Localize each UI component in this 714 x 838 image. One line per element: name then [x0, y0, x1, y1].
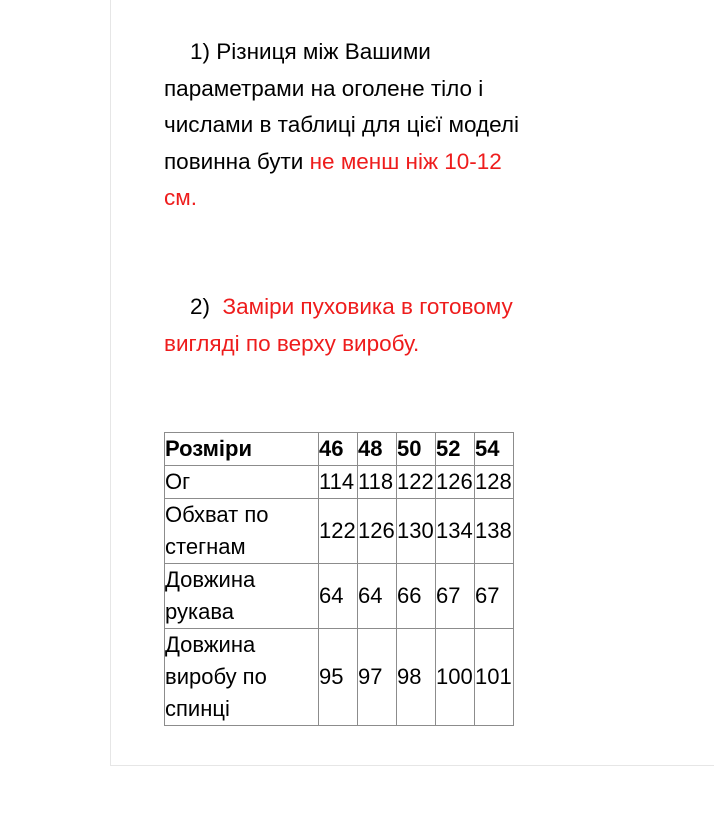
table-header-cell: 46 — [319, 433, 358, 466]
table-row — [165, 629, 514, 726]
table-header-cell: Розміри — [165, 433, 319, 466]
table-cell: 126 — [436, 466, 475, 499]
row-label: Довжина рукава — [165, 564, 319, 629]
table-row — [165, 499, 514, 564]
table-cell: 67 — [475, 564, 514, 629]
measurement-note — [164, 289, 524, 362]
table-row — [165, 466, 514, 499]
table-cell: 134 — [436, 499, 475, 564]
table-header-cell: 50 — [397, 433, 436, 466]
table-cell: 64 — [358, 564, 397, 629]
table-header-row — [165, 433, 514, 466]
table-cell: 67 — [436, 564, 475, 629]
row-label: Довжина виробу по спинці — [165, 629, 319, 726]
table-cell: 118 — [358, 466, 397, 499]
table-cell: 64 — [319, 564, 358, 629]
table-cell: 126 — [358, 499, 397, 564]
table-header-cell: 48 — [358, 433, 397, 466]
table-cell: 122 — [319, 499, 358, 564]
note-number: 1) — [190, 39, 211, 64]
note-number: 2) — [190, 294, 211, 319]
table-cell: 101 — [475, 629, 514, 726]
note-highlight: Заміри пуховика в готовому вигляді по верху виробу. — [164, 294, 513, 356]
table-cell: 97 — [358, 629, 397, 726]
table-cell: 95 — [319, 629, 358, 726]
table-cell: 130 — [397, 499, 436, 564]
size-difference-note — [164, 34, 524, 217]
table-header-cell: 54 — [475, 433, 514, 466]
table-cell: 98 — [397, 629, 436, 726]
table-cell: 114 — [319, 466, 358, 499]
note-highlight: не менш ніж 10-12 см. — [164, 148, 502, 210]
table-row — [165, 564, 514, 629]
table-cell: 122 — [397, 466, 436, 499]
size-table — [164, 432, 514, 726]
table-cell: 128 — [475, 466, 514, 499]
table-cell: 138 — [475, 499, 514, 564]
table-cell: 66 — [397, 564, 436, 629]
table-cell: 100 — [436, 629, 475, 726]
note-text: Різниця між Вашими параметрами на оголене тіло і числами в таблиці для цієї моделі повинна бути — [164, 39, 520, 174]
table-header-cell: 52 — [436, 433, 475, 466]
row-label: Ог — [165, 466, 319, 499]
row-label: Обхват по стегнам — [165, 499, 319, 564]
